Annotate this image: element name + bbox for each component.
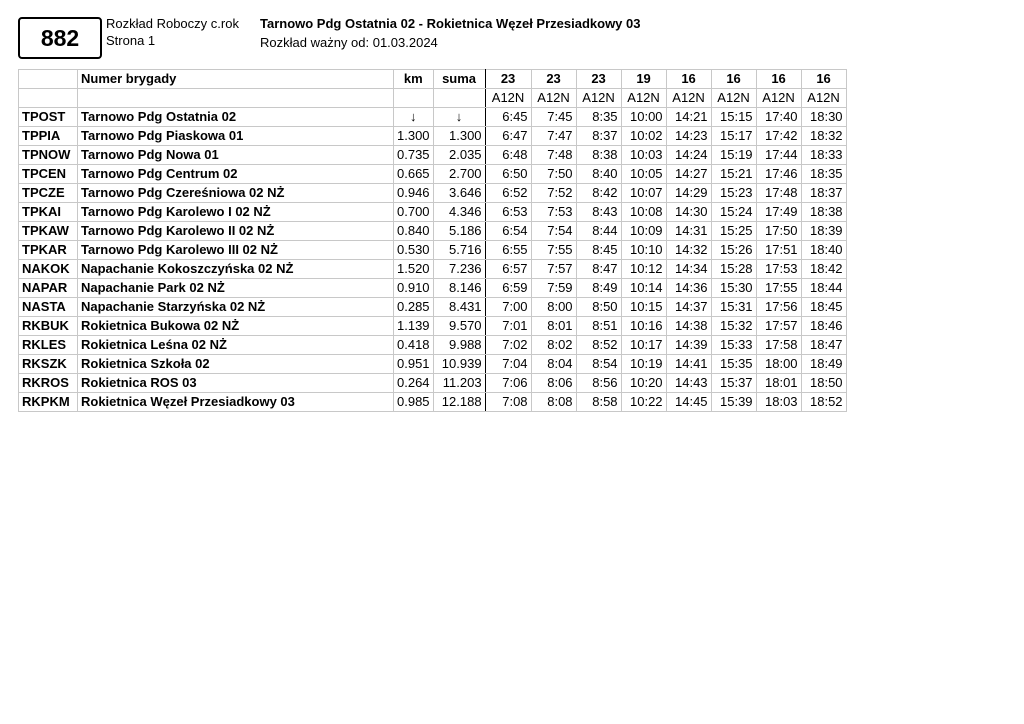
header-row-brigades xyxy=(19,70,847,89)
departure-time: 10:05 xyxy=(621,165,666,184)
stop-sum: 5.716 xyxy=(433,241,485,260)
departure-time: 10:03 xyxy=(621,146,666,165)
table-row xyxy=(19,355,847,374)
stop-sum: 8.146 xyxy=(433,279,485,298)
sum-header: suma xyxy=(433,70,485,89)
arrow-down-icon: ↓ xyxy=(394,108,434,127)
table-row xyxy=(19,393,847,412)
departure-time: 18:42 xyxy=(801,260,846,279)
departure-time: 15:15 xyxy=(711,108,756,127)
day-code: A12N xyxy=(531,89,576,108)
stop-sum: 9.570 xyxy=(433,317,485,336)
stop-name: Tarnowo Pdg Nowa 01 xyxy=(78,146,394,165)
departure-time: 6:52 xyxy=(485,184,531,203)
brigade-label: Numer brygady xyxy=(78,70,394,89)
departure-time: 17:51 xyxy=(756,241,801,260)
stop-km: 0.285 xyxy=(394,298,434,317)
stop-km: 0.735 xyxy=(394,146,434,165)
departure-time: 18:35 xyxy=(801,165,846,184)
departure-time: 18:46 xyxy=(801,317,846,336)
departure-time: 7:08 xyxy=(485,393,531,412)
departure-time: 6:59 xyxy=(485,279,531,298)
brigade-number: 23 xyxy=(485,70,531,89)
departure-time: 10:22 xyxy=(621,393,666,412)
table-row xyxy=(19,241,847,260)
valid-from: Rozkład ważny od: 01.03.2024 xyxy=(260,35,438,50)
departure-time: 15:35 xyxy=(711,355,756,374)
table-row xyxy=(19,184,847,203)
stop-name: Tarnowo Pdg Czereśniowa 02 NŻ xyxy=(78,184,394,203)
table-row xyxy=(19,146,847,165)
stop-code: RKLES xyxy=(19,336,78,355)
header-row-day-codes xyxy=(19,89,847,108)
departure-time: 8:47 xyxy=(576,260,621,279)
stop-km: 1.139 xyxy=(394,317,434,336)
km-header: km xyxy=(394,70,434,89)
departure-time: 18:44 xyxy=(801,279,846,298)
departure-time: 7:57 xyxy=(531,260,576,279)
departure-time: 7:50 xyxy=(531,165,576,184)
departure-time: 18:01 xyxy=(756,374,801,393)
table-row xyxy=(19,260,847,279)
departure-time: 7:59 xyxy=(531,279,576,298)
departure-time: 18:45 xyxy=(801,298,846,317)
stop-name: Rokietnica ROS 03 xyxy=(78,374,394,393)
stop-km: 1.520 xyxy=(394,260,434,279)
stop-code: TPCEN xyxy=(19,165,78,184)
departure-time: 17:46 xyxy=(756,165,801,184)
day-code: A12N xyxy=(576,89,621,108)
stop-name: Rokietnica Leśna 02 NŻ xyxy=(78,336,394,355)
departure-time: 17:58 xyxy=(756,336,801,355)
departure-time: 15:39 xyxy=(711,393,756,412)
departure-time: 18:00 xyxy=(756,355,801,374)
departure-time: 6:55 xyxy=(485,241,531,260)
stop-code: RKROS xyxy=(19,374,78,393)
stop-code: RKSZK xyxy=(19,355,78,374)
departure-time: 10:09 xyxy=(621,222,666,241)
day-code: A12N xyxy=(666,89,711,108)
stop-name: Rokietnica Bukowa 02 NŻ xyxy=(78,317,394,336)
departure-time: 14:37 xyxy=(666,298,711,317)
departure-time: 8:52 xyxy=(576,336,621,355)
stop-name: Tarnowo Pdg Ostatnia 02 xyxy=(78,108,394,127)
stop-km: 0.418 xyxy=(394,336,434,355)
departure-time: 7:01 xyxy=(485,317,531,336)
departure-time: 8:50 xyxy=(576,298,621,317)
header-empty-cell xyxy=(19,89,78,108)
header-empty-cell xyxy=(19,70,78,89)
day-code: A12N xyxy=(485,89,531,108)
departure-time: 10:07 xyxy=(621,184,666,203)
departure-time: 10:17 xyxy=(621,336,666,355)
stop-name: Rokietnica Węzeł Przesiadkowy 03 xyxy=(78,393,394,412)
departure-time: 17:40 xyxy=(756,108,801,127)
departure-time: 14:32 xyxy=(666,241,711,260)
departure-time: 17:44 xyxy=(756,146,801,165)
route-title: Tarnowo Pdg Ostatnia 02 - Rokietnica Węzeł Przesiadkowy 03 xyxy=(260,16,641,31)
day-code: A12N xyxy=(711,89,756,108)
departure-time: 15:25 xyxy=(711,222,756,241)
departure-time: 10:15 xyxy=(621,298,666,317)
stop-km: 0.665 xyxy=(394,165,434,184)
stop-code: TPPIA xyxy=(19,127,78,146)
departure-time: 14:38 xyxy=(666,317,711,336)
departure-time: 14:24 xyxy=(666,146,711,165)
table-row xyxy=(19,203,847,222)
stop-sum: 9.988 xyxy=(433,336,485,355)
departure-time: 14:21 xyxy=(666,108,711,127)
stop-name: Tarnowo Pdg Centrum 02 xyxy=(78,165,394,184)
departure-time: 8:54 xyxy=(576,355,621,374)
stop-km: 0.946 xyxy=(394,184,434,203)
departure-time: 8:51 xyxy=(576,317,621,336)
stop-sum: 3.646 xyxy=(433,184,485,203)
departure-time: 6:53 xyxy=(485,203,531,222)
departure-time: 8:35 xyxy=(576,108,621,127)
departure-time: 14:39 xyxy=(666,336,711,355)
stop-code: NAKOK xyxy=(19,260,78,279)
table-row xyxy=(19,165,847,184)
departure-time: 7:02 xyxy=(485,336,531,355)
departure-time: 15:32 xyxy=(711,317,756,336)
departure-time: 8:42 xyxy=(576,184,621,203)
stop-code: TPKAW xyxy=(19,222,78,241)
departure-time: 14:41 xyxy=(666,355,711,374)
stop-sum: 2.700 xyxy=(433,165,485,184)
departure-time: 15:17 xyxy=(711,127,756,146)
stop-name: Napachanie Kokoszczyńska 02 NŻ xyxy=(78,260,394,279)
departure-time: 10:10 xyxy=(621,241,666,260)
departure-time: 8:00 xyxy=(531,298,576,317)
stop-code: TPKAI xyxy=(19,203,78,222)
table-row xyxy=(19,222,847,241)
departure-time: 8:08 xyxy=(531,393,576,412)
departure-time: 10:08 xyxy=(621,203,666,222)
departure-time: 18:33 xyxy=(801,146,846,165)
stop-sum: 12.188 xyxy=(433,393,485,412)
table-row xyxy=(19,317,847,336)
brigade-number: 16 xyxy=(666,70,711,89)
departure-time: 15:31 xyxy=(711,298,756,317)
departure-time: 18:52 xyxy=(801,393,846,412)
stop-code: RKPKM xyxy=(19,393,78,412)
departure-time: 14:36 xyxy=(666,279,711,298)
brigade-number: 19 xyxy=(621,70,666,89)
departure-time: 8:49 xyxy=(576,279,621,298)
stop-sum: 8.431 xyxy=(433,298,485,317)
departure-time: 17:55 xyxy=(756,279,801,298)
departure-time: 15:19 xyxy=(711,146,756,165)
departure-time: 15:26 xyxy=(711,241,756,260)
departure-time: 15:28 xyxy=(711,260,756,279)
stop-name: Napachanie Park 02 NŻ xyxy=(78,279,394,298)
departure-time: 7:54 xyxy=(531,222,576,241)
stop-km: 0.700 xyxy=(394,203,434,222)
departure-time: 7:06 xyxy=(485,374,531,393)
line-number-box xyxy=(18,17,102,59)
departure-time: 18:38 xyxy=(801,203,846,222)
stop-code: NAPAR xyxy=(19,279,78,298)
departure-time: 8:44 xyxy=(576,222,621,241)
stop-km: 0.530 xyxy=(394,241,434,260)
brigade-number: 23 xyxy=(576,70,621,89)
departure-time: 14:23 xyxy=(666,127,711,146)
departure-time: 14:27 xyxy=(666,165,711,184)
stop-code: TPCZE xyxy=(19,184,78,203)
departure-time: 6:45 xyxy=(485,108,531,127)
departure-time: 14:45 xyxy=(666,393,711,412)
stop-name: Napachanie Starzyńska 02 NŻ xyxy=(78,298,394,317)
departure-time: 18:49 xyxy=(801,355,846,374)
departure-time: 17:56 xyxy=(756,298,801,317)
departure-time: 8:38 xyxy=(576,146,621,165)
departure-time: 14:43 xyxy=(666,374,711,393)
departure-time: 18:39 xyxy=(801,222,846,241)
table-row xyxy=(19,298,847,317)
departure-time: 14:34 xyxy=(666,260,711,279)
departure-time: 10:20 xyxy=(621,374,666,393)
departure-time: 7:48 xyxy=(531,146,576,165)
departure-time: 10:19 xyxy=(621,355,666,374)
page-number: Strona 1 xyxy=(106,33,156,48)
departure-time: 15:33 xyxy=(711,336,756,355)
stop-km: 1.300 xyxy=(394,127,434,146)
table-row xyxy=(19,127,847,146)
brigade-number: 16 xyxy=(756,70,801,89)
departure-time: 8:43 xyxy=(576,203,621,222)
table-row xyxy=(19,279,847,298)
departure-time: 18:30 xyxy=(801,108,846,127)
brigade-number: 16 xyxy=(801,70,846,89)
doc-type: Rozkład Roboczy c.rok xyxy=(106,16,239,31)
departure-time: 15:21 xyxy=(711,165,756,184)
stop-sum: 4.346 xyxy=(433,203,485,222)
departure-time: 8:40 xyxy=(576,165,621,184)
departure-time: 7:47 xyxy=(531,127,576,146)
departure-time: 8:58 xyxy=(576,393,621,412)
departure-time: 10:00 xyxy=(621,108,666,127)
stop-km: 0.951 xyxy=(394,355,434,374)
departure-time: 8:06 xyxy=(531,374,576,393)
stop-name: Tarnowo Pdg Karolewo II 02 NŻ xyxy=(78,222,394,241)
departure-time: 15:23 xyxy=(711,184,756,203)
timetable xyxy=(18,69,847,412)
departure-time: 18:03 xyxy=(756,393,801,412)
table-row xyxy=(19,336,847,355)
stop-code: TPNOW xyxy=(19,146,78,165)
stop-sum: 1.300 xyxy=(433,127,485,146)
departure-time: 6:48 xyxy=(485,146,531,165)
header-empty-cell xyxy=(394,89,434,108)
departure-time: 17:49 xyxy=(756,203,801,222)
day-code: A12N xyxy=(801,89,846,108)
departure-time: 18:40 xyxy=(801,241,846,260)
departure-time: 15:24 xyxy=(711,203,756,222)
header-empty-cell xyxy=(78,89,394,108)
departure-time: 8:01 xyxy=(531,317,576,336)
header-empty-cell xyxy=(433,89,485,108)
departure-time: 18:32 xyxy=(801,127,846,146)
brigade-number: 23 xyxy=(531,70,576,89)
departure-time: 10:02 xyxy=(621,127,666,146)
departure-time: 15:30 xyxy=(711,279,756,298)
departure-time: 10:12 xyxy=(621,260,666,279)
departure-time: 14:31 xyxy=(666,222,711,241)
stop-sum: 11.203 xyxy=(433,374,485,393)
departure-time: 18:37 xyxy=(801,184,846,203)
departure-time: 17:48 xyxy=(756,184,801,203)
departure-time: 8:04 xyxy=(531,355,576,374)
stop-name: Tarnowo Pdg Piaskowa 01 xyxy=(78,127,394,146)
table-row xyxy=(19,374,847,393)
departure-time: 8:45 xyxy=(576,241,621,260)
departure-time: 14:30 xyxy=(666,203,711,222)
stop-km: 0.985 xyxy=(394,393,434,412)
stop-sum: 2.035 xyxy=(433,146,485,165)
stop-name: Tarnowo Pdg Karolewo III 02 NŻ xyxy=(78,241,394,260)
day-code: A12N xyxy=(756,89,801,108)
departure-time: 18:50 xyxy=(801,374,846,393)
stop-code: TPOST xyxy=(19,108,78,127)
departure-time: 17:53 xyxy=(756,260,801,279)
departure-time: 8:37 xyxy=(576,127,621,146)
stop-km: 0.910 xyxy=(394,279,434,298)
stop-code: NASTA xyxy=(19,298,78,317)
stop-sum: 5.186 xyxy=(433,222,485,241)
arrow-down-icon: ↓ xyxy=(433,108,485,127)
departure-time: 7:45 xyxy=(531,108,576,127)
table-row xyxy=(19,108,847,127)
departure-time: 10:14 xyxy=(621,279,666,298)
departure-time: 15:37 xyxy=(711,374,756,393)
day-code: A12N xyxy=(621,89,666,108)
departure-time: 17:50 xyxy=(756,222,801,241)
departure-time: 6:47 xyxy=(485,127,531,146)
departure-time: 17:57 xyxy=(756,317,801,336)
departure-time: 7:52 xyxy=(531,184,576,203)
departure-time: 6:50 xyxy=(485,165,531,184)
stop-km: 0.264 xyxy=(394,374,434,393)
brigade-number: 16 xyxy=(711,70,756,89)
departure-time: 8:56 xyxy=(576,374,621,393)
stop-name: Rokietnica Szkoła 02 xyxy=(78,355,394,374)
departure-time: 7:04 xyxy=(485,355,531,374)
departure-time: 7:00 xyxy=(485,298,531,317)
departure-time: 6:57 xyxy=(485,260,531,279)
departure-time: 18:47 xyxy=(801,336,846,355)
line-number: 882 xyxy=(40,24,80,51)
stop-sum: 10.939 xyxy=(433,355,485,374)
departure-time: 8:02 xyxy=(531,336,576,355)
departure-time: 14:29 xyxy=(666,184,711,203)
stop-name: Tarnowo Pdg Karolewo I 02 NŻ xyxy=(78,203,394,222)
stop-sum: 7.236 xyxy=(433,260,485,279)
departure-time: 7:55 xyxy=(531,241,576,260)
stop-code: TPKAR xyxy=(19,241,78,260)
departure-time: 10:16 xyxy=(621,317,666,336)
departure-time: 17:42 xyxy=(756,127,801,146)
departure-time: 7:53 xyxy=(531,203,576,222)
departure-time: 6:54 xyxy=(485,222,531,241)
stop-code: RKBUK xyxy=(19,317,78,336)
stop-km: 0.840 xyxy=(394,222,434,241)
